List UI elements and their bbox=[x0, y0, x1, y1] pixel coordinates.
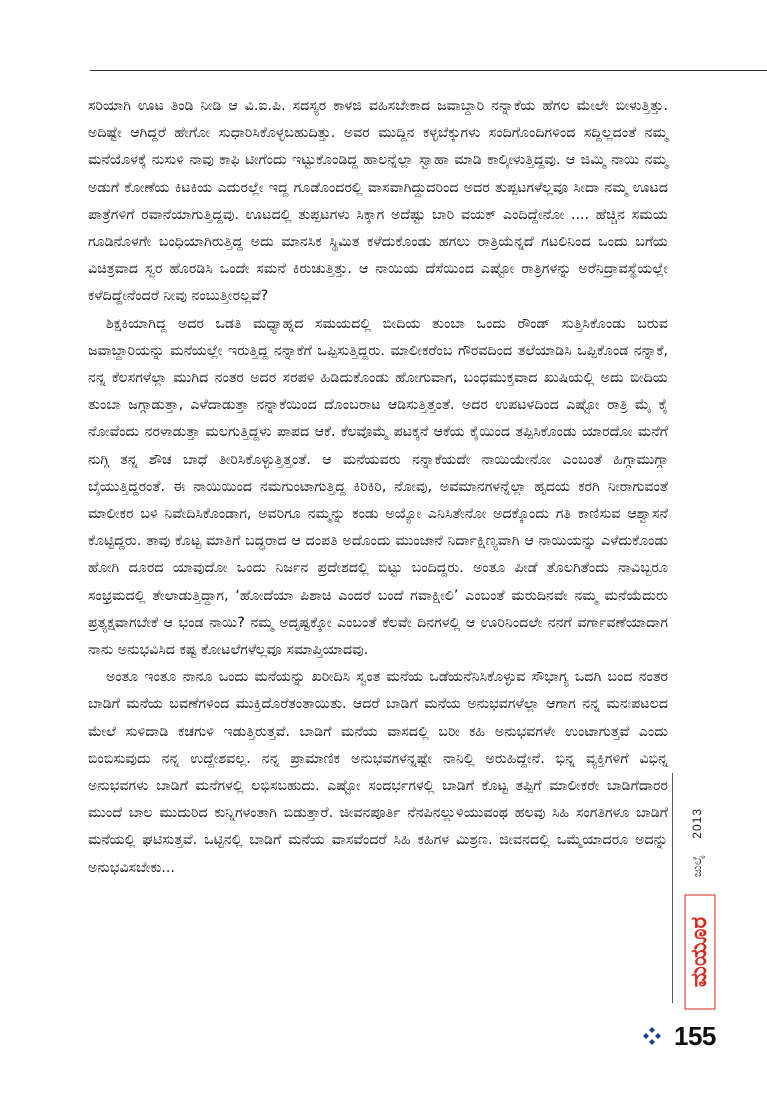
paragraph-2: ಶಿಕ್ಷಕಿಯಾಗಿದ್ದ ಅದರ ಒಡತಿ ಮಧ್ಯಾಹ್ನದ ಸಮಯದಲ್ಲಿ ಬೀದಿಯ ತುಂಬಾ ಒಂದು ರೌಂಡ್ ಸುತ್ತಿಸಿಕೊಂಡು ಬರುವ ಜವಾಬ್ದಾರಿಯನ್ನು ಮನೆಯಲ್ಲೇ ಇರುತ್ತಿದ್ದ ನನ್ನಾಕೆಗೆ ಒಪ್ಪಿಸುತ್ತಿದ್ದರು. ಮಾಲೀಕರೆಂಬ ಗೌರವದಿಂದ ತಲೆಯಾಡಿಸಿ ಒಪ್ಪಿಕೊಂಡ ನನ್ನಾಕೆ, ನನ್ನ ಕೆಲಸಗಳೆಲ್ಲಾ ಮುಗಿದ ನಂತರ ಅದರ ಸರಪಳಿ ಹಿಡಿದುಕೊಂಡು ಹೋಗುವಾಗ, ಬಂಧಮುಕ್ತವಾದ ಖುಷಿಯಲ್ಲಿ ಅದು ಬೀದಿಯ ತುಂಬಾ ಜಗ್ಗಾಡುತ್ತಾ, ಎಳೆದಾಡುತ್ತಾ ನನ್ನಾಕೆಯಿಂದ ದೊಂಬರಾಟ ಆಡಿಸುತ್ತಿತ್ತಂತೆ. ಅದರ ಉಪಟಳದಿಂದ ಎಷ್ಟೋ ರಾತ್ರಿ ಮೈ ಕೈ ನೋವೆಂದು ನರಳಾಡುತ್ತಾ ಮಲಗುತ್ತಿದ್ದಳು ಪಾಪದ ಆಕೆ. ಕೆಲವೊಮ್ಮೆ ಪಟಕ್ಕನೆ ಆಕೆಯ ಕೈಯಿಂದ ತಪ್ಪಿಸಿಕೊಂಡು ಯಾರದೋ ಮನೆಗೆ ನುಗ್ಗಿ ತನ್ನ ಶೌಚ ಬಾಧೆ ತೀರಿಸಿಕೊಳ್ಳುತ್ತಿತ್ತಂತೆ. ಆ ಮನೆಯವರು ನನ್ನಾಕೆಯದೇ ನಾಯಿಯೇನೋ ಎಂಬಂತೆ ಹಿಗ್ಗಾಮುಗ್ಗಾ ಬೈಯುತ್ತಿದ್ದರಂತೆ. ಈ ನಾಯಿಯಿಂದ ನಮಗುಂಟಾಗುತ್ತಿದ್ದ ಕಿರಿಕಿರಿ, ನೋವು, ಅವಮಾನಗಳನ್ನೆಲ್ಲಾ ಹೃದಯ ಕರಗಿ ನೀರಾಗುವಂತೆ ಮಾಲೀಕರ ಬಳಿ ನಿವೇದಿಸಿಕೊಂಡಾಗ, ಅವರಿಗೂ ನಮ್ಮನ್ನು ಕಂಡು ಅಯ್ಯೋ ಎನಿಸಿತೇನೋ ಅದಕ್ಕೊಂದು ಗತಿ ಕಾಣಿಸುವ ಆಶ್ವಾಸನೆ ಕೊಟ್ಟಿದ್ದರು. ತಾವು ಕೊಟ್ಟ ಮಾತಿಗೆ ಬದ್ಧರಾದ ಆ ದಂಪತಿ ಅದೊಂದು ಮುಂಜಾನೆ ನಿರ್ದಾಕ್ಷಿಣ್ಯವಾಗಿ ಆ ನಾಯಿಯನ್ನು ಎಳೆದುಕೊಂಡು ಹೋಗಿ ದೂರದ ಯಾವುದೋ ಒಂದು ನಿರ್ಜನ ಪ್ರದೇಶದಲ್ಲಿ ಬಿಟ್ಟು ಬಂದಿದ್ದರು. ಅಂತೂ ಪೀಡೆ ತೊಲಗಿತೆಂದು ನಾವಿಬ್ಬರೂ ಸಂಭ್ರಮದಲ್ಲಿ ತೇಲಾಡುತ್ತಿದ್ದಾಗ, ‘ಹೋದೆಯಾ ಪಿಶಾಚಿ ಎಂದರೆ ಬಂದೆ ಗವಾಕ್ಷೀಲಿ’ ಎಂಬಂತೆ ಮರುದಿನವೇ ನಮ್ಮ ಮನೆಯೆದುರು ಪ್ರತ್ಯಕ್ಷವಾಗಬೇಕೆ ಆ ಭಂಡ ನಾಯಿ? ನಮ್ಮ ಅದೃಷ್ಟಕ್ಕೋ ಎಂಬಂತೆ ಕೆಲವೇ ದಿನಗಳಲ್ಲಿ ಆ ಊರಿನಿಂದಲೇ ನನಗೆ ವರ್ಗಾವಣೆಯಾದಾಗ ನಾನು ಅನುಭವಿಸಿದ ಕಷ್ಟ ಕೋಟಲೆಗಳೆಲ್ಲವೂ ಸಮಾಪ್ತಿಯಾದವು. bbox=[88, 315, 668, 659]
article-body bbox=[88, 93, 668, 882]
page-number: 155 bbox=[674, 1020, 716, 1051]
issue-year: 2013 bbox=[690, 808, 704, 839]
diamond-cluster-icon bbox=[642, 1026, 662, 1046]
header-rule bbox=[90, 70, 767, 71]
magazine-logo-text: ಮಯೂರ bbox=[687, 916, 712, 988]
issue-month: ಜುಲೈ bbox=[690, 855, 704, 878]
paragraph-1: ಸರಿಯಾಗಿ ಊಟ ತಿಂಡಿ ನೀಡಿ ಆ ವಿ.ಐ.ಪಿ. ಸದಸ್ಯರ ಕಾಳಜಿ ವಹಿಸಬೇಕಾದ ಜವಾಬ್ದಾರಿ ನನ್ನಾಕೆಯ ಹೆಗಲ ಮೇಲೇ ಬೀಳುತ್ತಿತ್ತು. ಅದಿಷ್ಟೇ ಆಗಿದ್ದರೆ ಹೇಗೋ ಸುಧಾರಿಸಿಕೊಳ್ಳಬಹುದಿತ್ತು. ಅವರ ಮುದ್ದಿನ ಕಳ್ಳಬೆಕ್ಕುಗಳು ಸಂದಿಗೊಂದಿಗಳಿಂದ ಸದ್ದಿಲ್ಲದಂತೆ ನಮ್ಮ ಮನೆಯೊಳಕ್ಕೆ ನುಸುಳಿ ನಾವು ಕಾಫಿ ಟೀಗೆಂದು ಇಟ್ಟುಕೊಂಡಿದ್ದ ಹಾಲನ್ನೆಲ್ಲಾ ಸ್ವಾಹಾ ಮಾಡಿ ಕಾಲ್ಕೀಳುತ್ತಿದ್ದವು. ಆ ಜಿಮ್ಮಿ ನಾಯಿ ನಮ್ಮ ಅಡುಗೆ ಕೋಣೆಯ ಕಿಟಕಿಯ ಎದುರಲ್ಲೇ ಇದ್ದ ಗೂಡೊಂದರಲ್ಲಿ ವಾಸವಾಗಿದ್ದುದರಿಂದ ಅದರ ತುಪ್ಪಟಗಳೆಲ್ಲವೂ ಸೀದಾ ನಮ್ಮ ಊಟದ ಪಾತ್ರೆಗಳಿಗೆ ರವಾನೆಯಾಗುತ್ತಿದ್ದವು. ಊಟದಲ್ಲಿ ತುಪ್ಪಟಗಳು ಸಿಕ್ಕಾಗ ಅದೆಷ್ಟು ಬಾರಿ ವಯಕ್ ಎಂದಿದ್ದೇನೋ .... ಹೆಚ್ಚಿನ ಸಮಯ ಗೂಡಿನೊಳಗೇ ಬಂಧಿಯಾಗಿರುತ್ತಿದ್ದ ಅದು ಮಾನಸಿಕ ಸ್ಥಿಮಿತ ಕಳೆದುಕೊಂಡು ಹಗಲು ರಾತ್ರಿಯೆನ್ನದೆ ಗಟಲಿನಿಂದ ಒಂದು ಬಗೆಯ ವಿಚಿತ್ರವಾದ ಸ್ವರ ಹೊರಡಿಸಿ ಒಂದೇ ಸಮನೆ ಕಿರುಚುತ್ತಿತ್ತು. ಆ ನಾಯಿಯ ದೆಸೆಯಿಂದ ಎಷ್ಟೋ ರಾತ್ರಿಗಳನ್ನು ಅರೆನಿದ್ರಾವಸ್ಥೆಯಲ್ಲೇ ಕಳೆದಿದ್ದೇನೆಂದರೆ ನೀವು ನಂಬುತ್ತೀರಲ್ಲವೆ? bbox=[88, 98, 668, 305]
magazine-logo bbox=[683, 893, 717, 1011]
page-footer bbox=[642, 1021, 716, 1051]
paragraph-3: ಅಂತೂ ಇಂತೂ ನಾನೂ ಒಂದು ಮನೆಯನ್ನು ಖರೀದಿಸಿ ಸ್ವಂತ ಮನೆಯ ಒಡೆಯನೆನಿಸಿಕೊಳ್ಳುವ ಸೌಭಾಗ್ಯ ಒದಗಿ ಬಂದ ನಂತರ ಬಾಡಿಗೆ ಮನೆಯ ಬವಣೆಗಳಿಂದ ಮುಕ್ತಿದೊರೆತಂತಾಯಿತು. ಆದರೆ ಬಾಡಿಗೆ ಮನೆಯ ಅನುಭವಗಳೆಲ್ಲಾ ಆಗಾಗ ನನ್ನ ಮನಃಪಟಲದ ಮೇಲೆ ಸುಳಿದಾಡಿ ಕಚಗುಳಿ ಇಡುತ್ತಿರುತ್ತವೆ. ಬಾಡಿಗೆ ಮನೆಯ ವಾಸದಲ್ಲಿ ಬರೀ ಕಹಿ ಅನುಭವಗಳೇ ಉಂಟಾಗುತ್ತವೆ ಎಂದು ಬಿಂಬಿಸುವುದು ನನ್ನ ಉದ್ದೇಶವಲ್ಲ. ನನ್ನ ಪ್ರಾಮಾಣಿಕ ಅನುಭವಗಳನ್ನಷ್ಟೇ ನಾನಿಲ್ಲಿ ಅರುಹಿದ್ದೇನೆ. ಭಿನ್ನ ವ್ಯಕ್ತಿಗಳಿಗೆ ವಿಭಿನ್ನ ಅನುಭವಗಳು ಬಾಡಿಗೆ ಮನೆಗಳಲ್ಲಿ ಲಭಿಸಬಹುದು. ಎಷ್ಟೋ ಸಂದರ್ಭಗಳಲ್ಲಿ ಬಾಡಿಗೆ ಕೊಟ್ಟ ತಪ್ಪಿಗೆ ಮಾಲೀಕರೇ ಬಾಡಿಗೆದಾರರ ಮುಂದೆ ಬಾಲ ಮುದುರಿದ ಕುನ್ನಿಗಳಂತಾಗಿ ಬಿಡುತ್ತಾರೆ. ಜೀವನಪೂರ್ತಿ ನೆನಪಿನಲ್ಲುಳಿಯುವಂಥ ಹಲವು ಸಿಹಿ ಸಂಗತಿಗಳೂ ಬಾಡಿಗೆ ಮನೆಯಲ್ಲಿ ಘಟಿಸುತ್ತವೆ. ಒಟ್ಟಿನಲ್ಲಿ ಬಾಡಿಗೆ ಮನೆಯ ವಾಸವೆಂದರೆ ಸಿಹಿ ಕಹಿಗಳ ಮಿಶ್ರಣ. ಜೀವನದಲ್ಲಿ ಒಮ್ಮೆಯಾದರೂ ಅದನ್ನು ಅನುಭವಿಸಬೇಕು... bbox=[88, 669, 668, 876]
sidebar-rule bbox=[672, 773, 673, 1003]
